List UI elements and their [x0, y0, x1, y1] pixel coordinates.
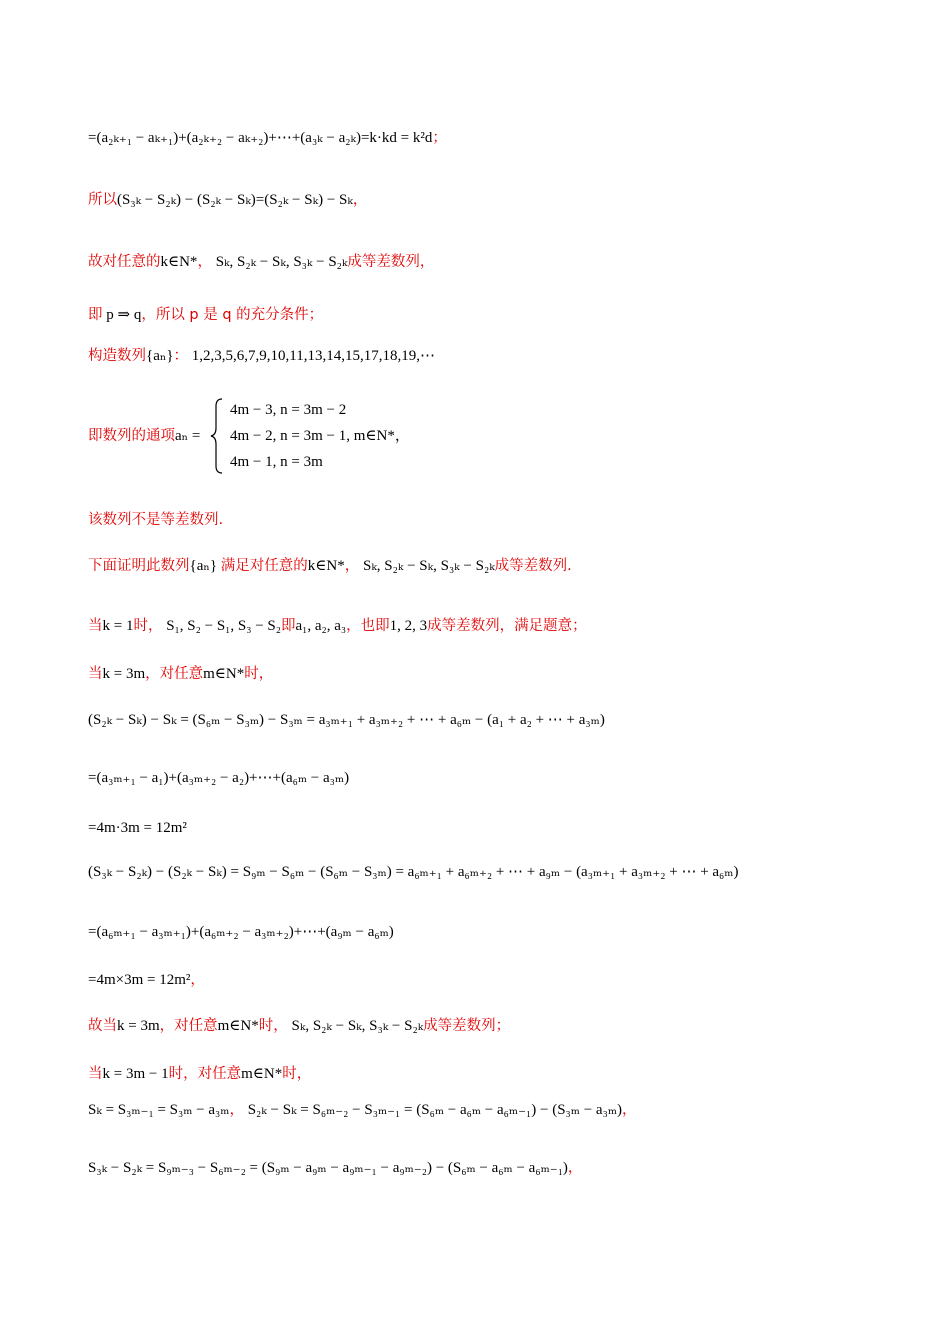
- text: 当: [88, 666, 103, 682]
- line-equation-9: [88, 1158, 582, 1178]
- line-therefore: [88, 190, 367, 210]
- line-not-arithmetic: [88, 510, 223, 530]
- text: 成等差数列，: [347, 254, 435, 270]
- math-expression: {aₙ}: [189, 558, 218, 574]
- line-equation-6: [88, 922, 394, 942]
- line-case-k-3m-minus-1: [88, 1064, 311, 1084]
- punctuation: ，: [567, 1160, 583, 1176]
- line-equation-8: [88, 1100, 637, 1120]
- punctuation: ，: [344, 558, 360, 574]
- punctuation: ，: [394, 428, 410, 444]
- text: 时，: [133, 618, 163, 634]
- text: ，对任意: [145, 666, 204, 682]
- text: 时，: [244, 666, 274, 682]
- math-expression: (S₂ₖ − Sₖ) − Sₖ = (S₆ₘ − S₃ₘ) − S₃ₘ = a₃ₘ₊₁ + a₃ₘ₊₂ + ⋯ + a₆ₘ − (a₁ + a₂ + ⋯ + a₃ₘ): [88, 712, 605, 728]
- math-expression: S₂ₖ − Sₖ = S₆ₘ₋₂ − S₃ₘ₋₁ = (S₆ₘ − a₆ₘ − a₆ₘ₋₁) − (S₃ₘ − a₃ₘ): [247, 1102, 623, 1118]
- text: 当: [88, 618, 103, 634]
- text: 即数列的通项: [88, 428, 175, 444]
- line-conclusion-k-3m: [88, 1016, 510, 1036]
- text: 成等差数列，满足题意；: [427, 618, 587, 634]
- math-expression: (S₃ₖ − S₂ₖ) − (S₂ₖ − Sₖ) = S₉ₘ − S₆ₘ − (S₆ₘ − S₃ₘ) = a₆ₘ₊₁ + a₆ₘ₊₂ + ⋯ + a₉ₘ − (a₃ₘ₊₁ + a₃ₘ₊₂ + ⋯ + a₆ₘ): [88, 864, 739, 880]
- line-equation-5: [88, 862, 739, 882]
- piecewise-case-3: 4m − 1, n = 3m: [230, 454, 323, 470]
- text: ，也即: [346, 618, 390, 634]
- text: ，对任意: [159, 1018, 218, 1034]
- punctuation: ，: [190, 972, 205, 988]
- piecewise-case-2: [230, 426, 410, 446]
- math-expression: (S₃ₖ − S₂ₖ) − (S₂ₖ − Sₖ)=(S₂ₖ − Sₖ) − Sₖ: [117, 192, 353, 208]
- math-expression: a₁, a₂, a₃: [295, 618, 347, 634]
- line-case-k-equals-1: [88, 616, 587, 636]
- math-expression: aₙ =: [175, 428, 201, 444]
- sequence-values: 1,2,3,5,6,7,9,10,11,13,14,15,17,18,19,⋯: [191, 348, 435, 364]
- line-arithmetic-conclusion: [88, 252, 434, 272]
- punctuation: ；: [432, 130, 447, 146]
- text: 即: [281, 618, 296, 634]
- text: 满足对任意的: [220, 558, 308, 574]
- line-equation-2: [88, 710, 605, 730]
- math-expression: =4m×3m = 12m²: [88, 972, 191, 988]
- text: 该数列不是等差数列.: [88, 512, 224, 528]
- math-expression: Sₖ, S₂ₖ − Sₖ, S₃ₖ − S₂ₖ: [362, 558, 495, 574]
- case-text: 4m − 2, n = 3m − 1, m∈N*: [230, 428, 395, 444]
- text: 即: [88, 307, 103, 323]
- math-expression: =(a₂ₖ₊₁ − aₖ₊₁)+(a₂ₖ₊₂ − aₖ₊₂)+⋯+(a₃ₖ − a₂ₖ)=k·kd = k²d: [88, 130, 433, 146]
- text: 时，: [282, 1066, 312, 1082]
- text: 下面证明此数列: [88, 558, 190, 574]
- text: 当: [88, 1066, 103, 1082]
- math-expression: k = 1: [102, 618, 134, 634]
- punctuation: ，: [197, 254, 212, 270]
- math-expression: 1, 2, 3: [389, 618, 428, 634]
- punctuation: ，: [229, 1102, 244, 1118]
- line-case-k-equals-3m: [88, 664, 273, 684]
- piecewise-case-1: 4m − 3, n = 3m − 2: [230, 402, 347, 418]
- math-expression: p ⇒ q: [106, 307, 142, 323]
- punctuation: ，: [352, 192, 368, 208]
- text: 成等差数列；: [423, 1018, 511, 1034]
- line-equation-7: [88, 970, 205, 990]
- math-expression: k = 3m − 1: [102, 1066, 169, 1082]
- text: 时，: [258, 1018, 288, 1034]
- text: 故当: [88, 1018, 117, 1034]
- math-expression: {aₙ}: [146, 348, 174, 364]
- math-expression: Sₖ, S₂ₖ − Sₖ, S₃ₖ − S₂ₖ: [215, 254, 348, 270]
- math-expression: =(a₃ₘ₊₁ − a₁)+(a₃ₘ₊₂ − a₂)+⋯+(a₆ₘ − a₃ₘ): [88, 770, 350, 786]
- text: 故对任意的: [88, 254, 161, 270]
- punctuation: ：: [173, 348, 189, 364]
- math-expression: k = 3m: [102, 666, 146, 682]
- line-construct-sequence: [88, 346, 435, 366]
- math-expression: k = 3m: [117, 1018, 160, 1034]
- punctuation: ，: [622, 1102, 637, 1118]
- math-expression: S₃ₖ − S₂ₖ = S₉ₘ₋₃ − S₆ₘ₋₂ = (S₉ₘ − a₉ₘ − a₉ₘ₋₁ − a₉ₘ₋₂) − (S₆ₘ − a₆ₘ − a₆ₘ₋₁): [88, 1160, 568, 1176]
- math-expression: m∈N*: [241, 1066, 283, 1082]
- text: 成等差数列.: [494, 558, 572, 574]
- text: 时，对任意: [168, 1066, 242, 1082]
- line-equation-4: [88, 818, 187, 838]
- math-expression: m∈N*: [203, 666, 245, 682]
- text: 构造数列: [88, 348, 146, 364]
- line-general-term: [88, 426, 200, 446]
- math-expression: Sₖ, S₂ₖ − Sₖ, S₃ₖ − S₂ₖ: [291, 1018, 424, 1034]
- line-prove-below: [88, 556, 572, 576]
- line-sufficient-condition: [88, 305, 323, 325]
- math-expression: k∈N*: [160, 254, 198, 270]
- math-expression: m∈N*: [217, 1018, 259, 1034]
- math-expression: =4m·3m = 12m²: [88, 820, 187, 836]
- math-expression: =(a₆ₘ₊₁ − a₃ₘ₊₁)+(a₆ₘ₊₂ − a₃ₘ₊₂)+⋯+(a₉ₘ − a₆ₘ): [88, 924, 394, 940]
- line-equation-3: [88, 768, 349, 788]
- line-equation-1: [88, 128, 447, 148]
- math-expression: k∈N*: [307, 558, 345, 574]
- math-expression: S₁, S₂ − S₁, S₃ − S₂: [166, 618, 281, 634]
- text: ，所以 p 是 q 的充分条件；: [141, 307, 324, 323]
- left-brace-icon: [210, 398, 224, 474]
- math-expression: Sₖ = S₃ₘ₋₁ = S₃ₘ − a₃ₘ: [88, 1102, 230, 1118]
- text: 所以: [88, 192, 117, 208]
